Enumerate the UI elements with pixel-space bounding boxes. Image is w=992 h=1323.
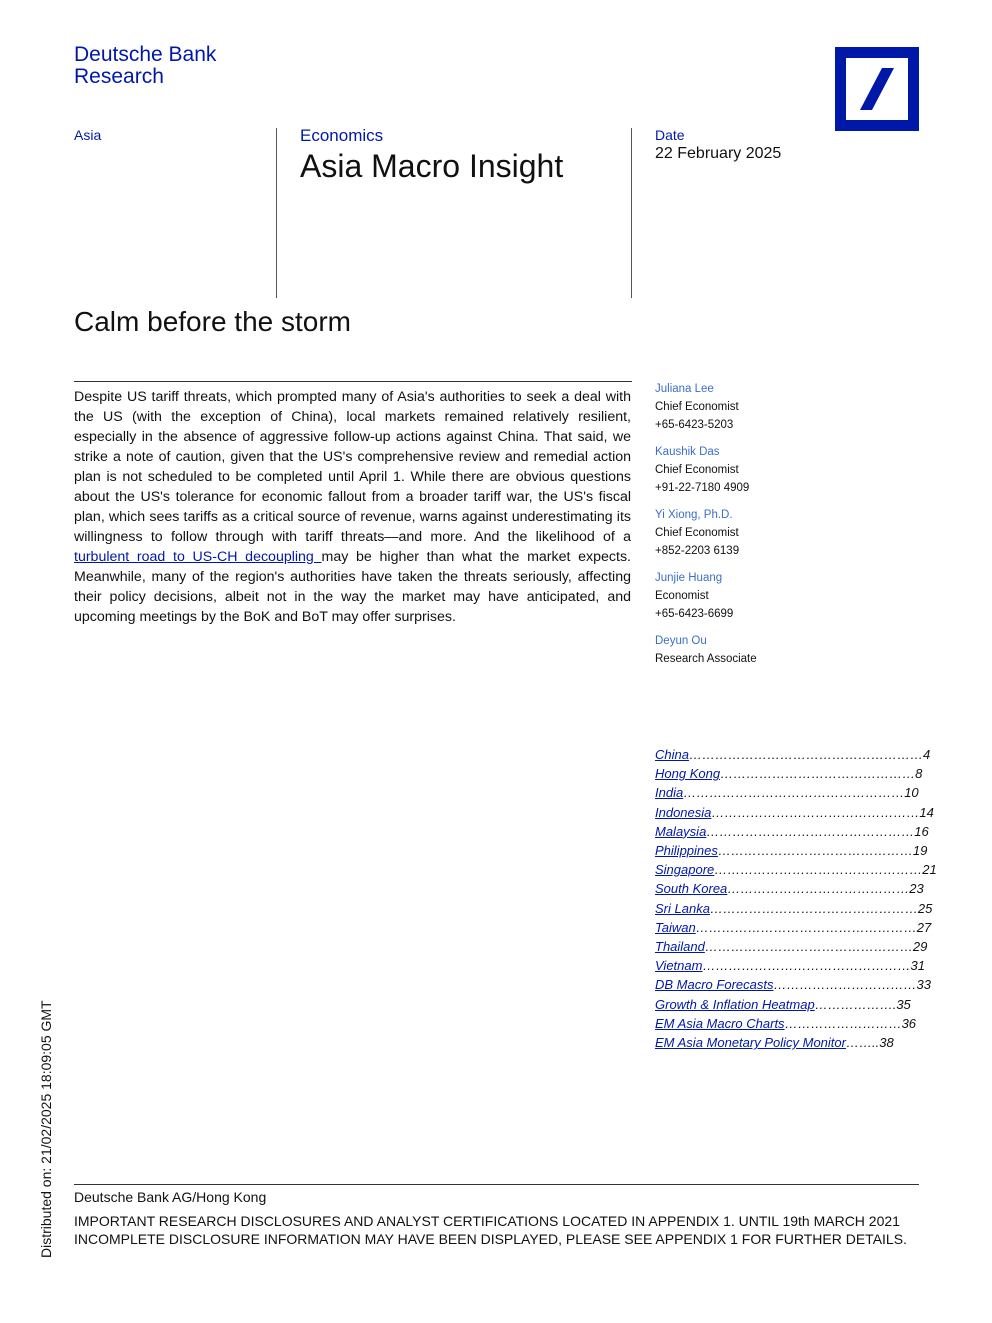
toc-entry: [655, 1014, 925, 1033]
toc-link[interactable]: EM Asia Monetary Policy Monitor: [655, 1035, 846, 1051]
toc-link[interactable]: China: [655, 747, 689, 762]
toc-page-number: 10: [904, 785, 919, 801]
toc-page-number: 14: [919, 804, 934, 820]
author-role: Chief Economist: [655, 464, 739, 476]
toc-leader: …………………………………………: [714, 862, 923, 878]
toc-entry: [655, 899, 933, 918]
toc-link[interactable]: Hong Kong: [655, 766, 721, 782]
footer-rule: [74, 1184, 919, 1185]
author-entry: [655, 380, 855, 434]
toc-link[interactable]: India: [655, 785, 684, 801]
series-label: Economics: [300, 126, 384, 145]
publication-title: Asia Macro Insight: [300, 148, 564, 184]
toc-link[interactable]: Malaysia: [655, 823, 707, 839]
author-name: Junjie Huang: [655, 572, 723, 584]
toc-leader: …………………………………………: [711, 804, 920, 820]
toc-leader: …………………………………………: [702, 958, 911, 974]
toc-page-number: 36: [901, 1015, 917, 1031]
author-role: Chief Economist: [655, 401, 739, 413]
toc-leader: ……………….: [814, 996, 897, 1012]
header-divider-left: [276, 128, 277, 298]
brand-wordmark: [74, 44, 216, 88]
author-name: Juliana Lee: [655, 383, 714, 395]
disclosure-notice: IMPORTANT RESEARCH DISCLOSURES AND ANALYST CERTIFICATIONS LOCATED IN APPENDIX 1. UNTIL 19th MARCH 2021 INCOMPLETE DISCLOSURE INFORMATION MAY HAVE BEEN DISPLAYED, PLEASE SEE APPENDIX 1 FOR FURTHER DETAILS.: [74, 1213, 907, 1247]
author-role: Chief Economist: [655, 527, 739, 539]
toc-entry: [655, 937, 928, 956]
toc-page-number: 29: [912, 939, 928, 955]
toc-page-number: 38: [879, 1035, 894, 1051]
toc-entry: [655, 975, 931, 994]
author-name: Kaushik Das: [655, 446, 720, 458]
toc-entry: [655, 995, 925, 1014]
toc-leader: ………………………: [784, 1015, 902, 1031]
toc-page-number: 33: [916, 977, 931, 993]
author-entry: [655, 632, 855, 668]
author-name: Deyun Ou: [655, 635, 707, 647]
decoupling-report-link[interactable]: turbulent road to US-CH decoupling: [74, 549, 322, 565]
toc-page-number: 27: [916, 919, 932, 935]
author-name: Yi Xiong, Ph.D.: [655, 509, 733, 521]
toc-entry: [655, 879, 925, 898]
toc-page-number: 19: [912, 843, 928, 859]
toc-page-number: 35: [896, 996, 911, 1012]
author-entry: [655, 443, 855, 497]
toc-entry: [655, 803, 934, 822]
date-value: 22 February 2025: [655, 145, 782, 162]
toc-leader: ……………………………………………: [695, 919, 917, 935]
toc-page-number: 23: [909, 881, 924, 897]
author-phone: +91-22-7180 4909: [655, 482, 750, 494]
toc-entry: [655, 860, 937, 879]
toc-leader: ………………………………………: [720, 766, 916, 782]
summary-top-rule: [74, 381, 632, 382]
table-of-contents: [655, 745, 937, 1052]
toc-leader: ……..: [845, 1035, 880, 1051]
toc-leader: ……………………………………………: [683, 785, 905, 801]
report-headline: Calm before the storm: [74, 306, 351, 337]
toc-leader: ………………………………………: [717, 843, 913, 859]
toc-entry: [655, 918, 932, 937]
summary-text-after-link: may be higher than what the market expects. Meanwhile, many of the region's authorities have taken the threats seriously, affecting their policy decisions, albeit not in the way the market may have anticipated, and upcoming meetings by the BoK and BoT may offer surprises.: [74, 549, 631, 625]
summary-text-before-link: Despite US tariff threats, which prompted many of Asia's authorities to seek a deal with the US (with the exception of China), local markets remained relatively resilient, especially in the absence of aggressive follow-up actions against China. That said, we strike a note of caution, given that the US's comprehensive review and remedial action plan is not scheduled to be completed until April 1. While there are obvious questions about the US's tolerance for economic fallout from a broader tariff war, the US's fiscal plan, which sees tariffs as a critical source of revenue, warns against underestimating its willingness to follow through with tariff threats—and more. And the likelihood of a: [74, 389, 631, 545]
toc-link[interactable]: Sri Lanka: [655, 900, 710, 916]
toc-link[interactable]: South Korea: [655, 881, 728, 897]
toc-link[interactable]: Philippines: [655, 843, 718, 859]
toc-entry: [655, 783, 925, 802]
toc-page-number: 25: [917, 900, 933, 916]
toc-leader: …………………………………………: [706, 823, 915, 839]
toc-page-number: 31: [910, 958, 925, 974]
footer-entity: Deutsche Bank AG/Hong Kong: [74, 1189, 267, 1205]
brand-line-2: Research: [74, 65, 164, 88]
distribution-stamp: Distributed on: 21/02/2025 18:09:05 GMT: [38, 1000, 54, 1258]
toc-entry: [655, 764, 925, 783]
toc-link[interactable]: Indonesia: [655, 804, 712, 820]
toc-leader: ……………………………………: [727, 881, 910, 897]
author-role: Research Associate: [655, 653, 757, 665]
date-label: Date: [655, 127, 685, 143]
toc-page-number: 4: [922, 747, 931, 762]
toc-entry: [655, 956, 925, 975]
toc-leader: …………………………………………: [709, 900, 918, 916]
toc-entry: [655, 822, 929, 841]
toc-link[interactable]: Thailand: [655, 939, 705, 955]
author-phone: +65-6423-5203: [655, 419, 734, 431]
toc-link[interactable]: Growth & Inflation Heatmap: [655, 996, 815, 1012]
toc-entry: [655, 1033, 925, 1052]
author-phone: +852-2203 6139: [655, 545, 740, 557]
toc-link[interactable]: Singapore: [655, 862, 715, 878]
author-role: Economist: [655, 590, 709, 602]
toc-leader: ………………………………………………: [688, 747, 923, 762]
toc-entry: [655, 745, 931, 764]
toc-link[interactable]: Vietnam: [655, 958, 703, 974]
toc-entry: [655, 841, 928, 860]
toc-link[interactable]: Taiwan: [655, 919, 696, 935]
toc-link[interactable]: EM Asia Macro Charts: [655, 1015, 785, 1031]
header-divider-right: [631, 128, 632, 298]
author-list: [655, 380, 855, 677]
toc-page-number: 16: [914, 823, 929, 839]
toc-link[interactable]: DB Macro Forecasts: [655, 977, 774, 993]
region-label: Asia: [74, 127, 102, 143]
summary-paragraph: [74, 387, 631, 627]
deutsche-bank-logo-icon: [835, 47, 919, 131]
toc-leader: …………………………………………: [704, 939, 913, 955]
toc-leader: ……………………………: [773, 977, 917, 993]
brand-line-1: Deutsche Bank: [74, 43, 217, 66]
author-phone: +65-6423-6699: [655, 608, 734, 620]
author-entry: [655, 569, 855, 623]
toc-page-number: 21: [922, 862, 937, 878]
author-entry: [655, 506, 855, 560]
toc-page-number: 8: [915, 766, 923, 782]
